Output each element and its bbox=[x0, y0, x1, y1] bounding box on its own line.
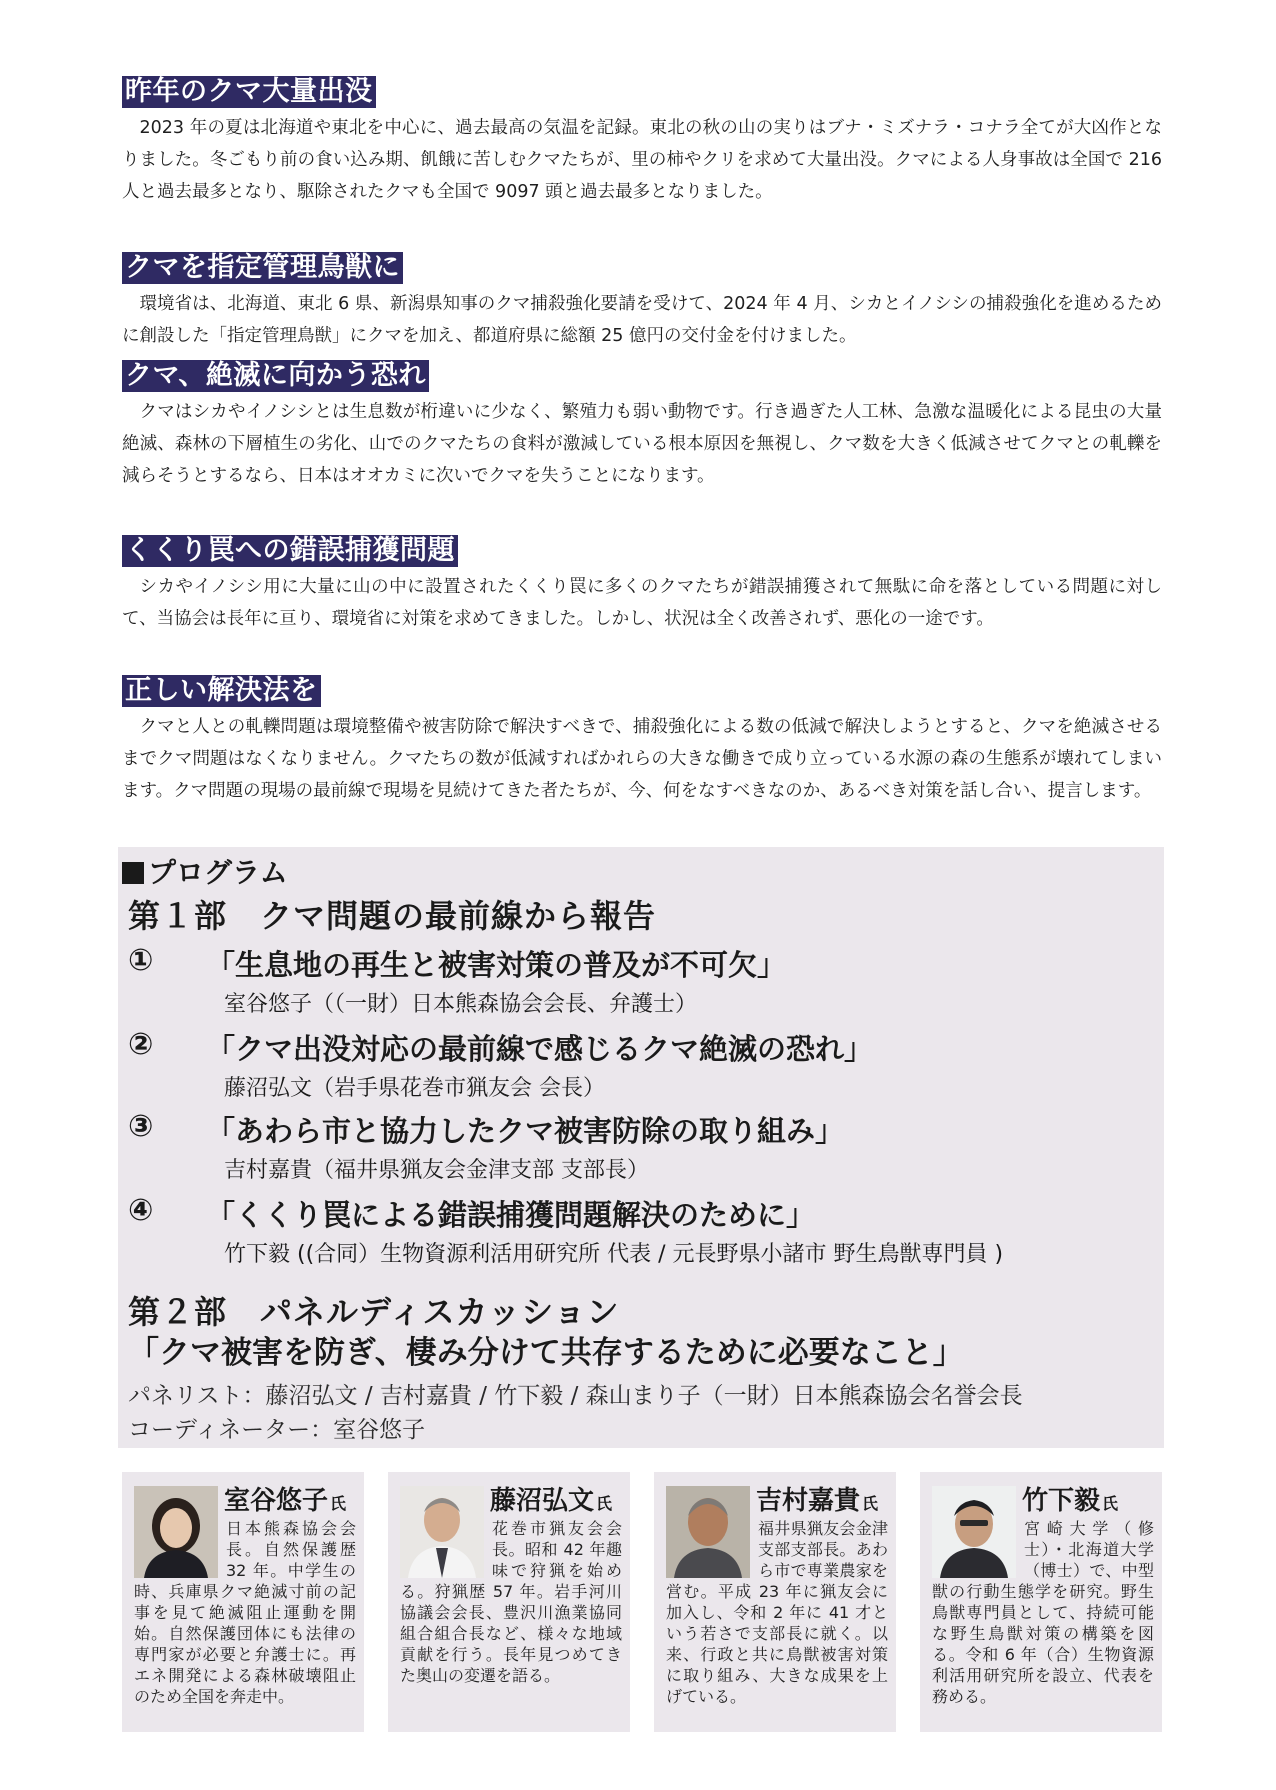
profile-bio: 日本熊森協会会長。自然保護歴 32 年。中学生の時、兵庫県クマ絶滅寸前の記事を見て絶滅阻止運動を開始。自然保護団体にも法律の専門家が必要と弁護士に。再エネ開発による森林破壊阻止のため全国を奔走中。 bbox=[134, 1519, 356, 1706]
profile-card bbox=[122, 1472, 364, 1732]
profile-bio: 花巻市猟友会会長。昭和 42 年趣味で狩猟を始める。狩猟歴 57 年。岩手河川協議会会長、豊沢川漁業協同組合組合長など、様々な地域貢献を行う。長年見つめてきた奥山の変遷を語る。 bbox=[400, 1519, 622, 1685]
item-title: 「くくり罠による錯誤捕獲問題解決のために」 bbox=[206, 1198, 816, 1232]
item-title: 「クマ出没対応の最前線で感じるクマ絶滅の恐れ」 bbox=[206, 1032, 874, 1066]
section-heading: 昨年のクマ大量出没 bbox=[122, 76, 376, 108]
part2-subtitle: 「クマ被害を防ぎ、棲み分けて共存するために必要なこと」 bbox=[128, 1335, 964, 1371]
square-bullet-icon bbox=[122, 862, 144, 884]
section-body: 環境省は、北海道、東北 6 県、新潟県知事のクマ捕殺強化要請を受けて、2024 年 4 月、シカとイノシシの捕殺強化を進めるために創設した「指定管理鳥獣」にクマを加え、都道府県に総額 25 億円の交付金を付けました。 bbox=[122, 294, 1162, 346]
profile-name: 吉村嘉貴 氏 bbox=[756, 1486, 879, 1516]
section-designation bbox=[122, 252, 1162, 352]
program-title: プログラム bbox=[122, 851, 288, 891]
section-body: シカやイノシシ用に大量に山の中に設置されたくくり罠に多くのクマたちが錯誤捕獲されて無駄に命を落としている問題に対して、当協会は長年に亘り、環境省に対策を求めてきました。しかし、状況は全く改善されず、悪化の一途です。 bbox=[122, 577, 1162, 629]
section-extinction-risk bbox=[122, 360, 1162, 492]
item-speaker: 吉村嘉貴（福井県猟友会金津支部 支部長） bbox=[224, 1158, 649, 1183]
part1-heading: 第１部 クマ問題の最前線から報告 bbox=[128, 897, 657, 935]
item-number: ② bbox=[128, 1027, 154, 1062]
item-speaker: 室谷悠子（（一財）日本熊森協会会長、弁護士） bbox=[224, 992, 698, 1017]
item-number: ① bbox=[128, 943, 154, 978]
profile-bio: 福井県猟友会金津支部支部長。あわら市で専業農家を営む。平成 23 年に猟友会に加入し、令和 2 年に 41 才という若さで支部長に就く。以来、行政と共に鳥獣被害対策に取り組み、大きな成果を上げている。 bbox=[666, 1519, 888, 1706]
profile-name: 室谷悠子 氏 bbox=[224, 1486, 347, 1516]
profile-name: 竹下毅 氏 bbox=[1022, 1486, 1119, 1516]
section-snare-bycatch bbox=[122, 535, 1162, 635]
profile-card bbox=[654, 1472, 896, 1732]
profile-name: 藤沼弘文 氏 bbox=[490, 1486, 613, 1516]
item-speaker: 竹下毅 ((合同）生物資源利活用研究所 代表 / 元長野県小諸市 野生鳥獣専門員 ) bbox=[224, 1242, 1004, 1267]
profile-card bbox=[388, 1472, 630, 1732]
section-correct-solution bbox=[122, 675, 1162, 807]
panelists: パネリスト：藤沼弘文 / 吉村嘉貴 / 竹下毅 / 森山まり子（一財）日本熊森協会名誉会長 bbox=[128, 1383, 1023, 1409]
section-mass-appearance bbox=[122, 76, 1162, 208]
section-heading: くくり罠への錯誤捕獲問題 bbox=[122, 535, 458, 567]
program-box bbox=[118, 847, 1164, 1448]
section-heading: クマを指定管理鳥獣に bbox=[122, 252, 403, 284]
section-heading: クマ、絶滅に向かう恐れ bbox=[122, 360, 429, 392]
item-title: 「あわら市と協力したクマ被害防除の取り組み」 bbox=[206, 1114, 845, 1148]
coordinator: コーディネーター：室谷悠子 bbox=[128, 1417, 426, 1443]
section-body: 2023 年の夏は北海道や東北を中心に、過去最高の気温を記録。東北の秋の山の実りはブナ・ミズナラ・コナラ全てが大凶作となりました。冬ごもり前の食い込み期、飢餓に苦しむクマたちが、里の柿やクリを求めて大量出没。クマによる人身事故は全国で 216 人と過去最多となり、駆除されたクマも全国で 9097 頭と過去最多となりました。 bbox=[122, 118, 1162, 202]
section-heading: 正しい解決法を bbox=[122, 675, 321, 707]
section-body: クマはシカやイノシシとは生息数が桁違いに少なく、繁殖力も弱い動物です。行き過ぎた人工林、急激な温暖化による昆虫の大量絶滅、森林の下層植生の劣化、山でのクマたちの食料が激減している根本原因を無視し、クマ数を大きく低減させてクマとの軋轢を減らそうとするなら、日本はオオカミに次いでクマを失うことになります。 bbox=[122, 402, 1162, 486]
profile-card bbox=[920, 1472, 1162, 1732]
item-number: ③ bbox=[128, 1109, 154, 1144]
item-title: 「生息地の再生と被害対策の普及が不可欠」 bbox=[206, 948, 787, 982]
item-speaker: 藤沼弘文（岩手県花巻市猟友会 会長） bbox=[224, 1076, 605, 1101]
profile-bio: 宮崎大学（修士）・北海道大学（博士）で、中型獣の行動生態学を研究。野生鳥獣専門員として、持続可能な野生鳥獣対策の構築を図る。令和 6 年（合）生物資源利活用研究所を設立、代表を務める。 bbox=[932, 1519, 1154, 1706]
item-number: ④ bbox=[128, 1193, 154, 1228]
part2-heading: 第２部 パネルディスカッション bbox=[128, 1293, 620, 1331]
section-body: クマと人との軋轢問題は環境整備や被害防除で解決すべきで、捕殺強化による数の低減で解決しようとすると、クマを絶滅させるまでクマ問題はなくなりません。クマたちの数が低減すればかれらの大きな働きで成り立っている水源の森の生態系が壊れてしまいます。クマ問題の現場の最前線で現場を見続けてきた者たちが、今、何をなすべきなのか、あるべき対策を話し合い、提言します。 bbox=[122, 717, 1162, 801]
